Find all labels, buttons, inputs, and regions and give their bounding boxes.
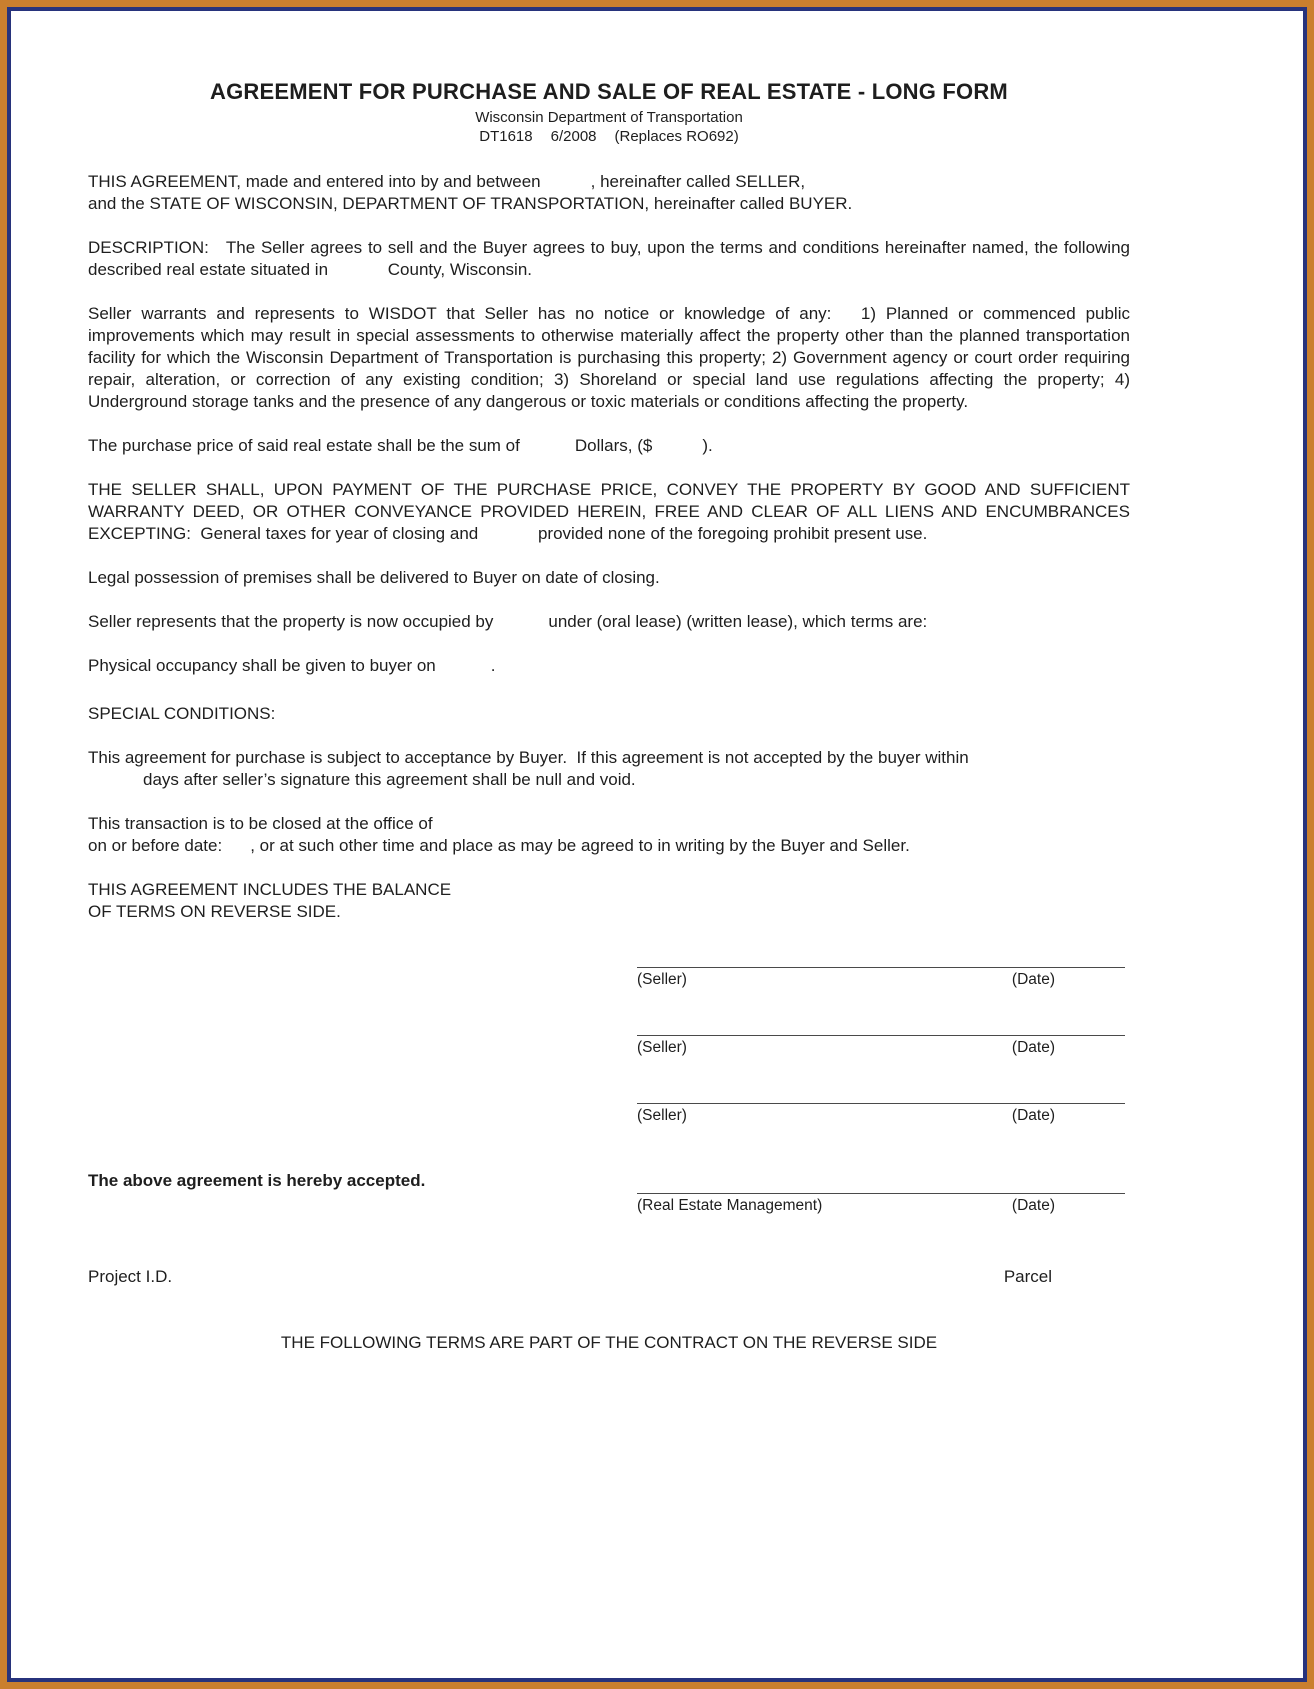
paragraph-warranties: [88, 303, 1130, 413]
blank-days: [88, 784, 143, 785]
paragraph-physical-occupancy: [88, 655, 1130, 677]
occupancy-text-a: Seller represents that the property is now occupied by: [88, 612, 494, 631]
form-number-line: [88, 128, 1130, 145]
date-label: (Date): [1011, 971, 1055, 988]
blank-dollars-words: [520, 450, 575, 451]
blank-occupant: [493, 626, 548, 627]
signature-block-seller-1: [637, 967, 1125, 989]
paragraph-acceptance: [88, 747, 1130, 791]
signature-labels: [637, 1197, 1125, 1215]
signature-block-real-estate-management: [637, 1193, 1125, 1215]
blank-excepting: [478, 538, 533, 539]
paragraph-description: [88, 237, 1130, 281]
warranties-text: Seller warrants and represents to WISDOT that Seller has no notice or knowledge of any: 1) Planned or commenced public improvements which may result in special assessments to otherwise materially affect the property other than the planned transportation facility for which the Wisconsin Department of Transportation is purchasing this property; 2) Government agency or court order requiring repair, alteration, or correction of any existing condition; 3) Shoreland or special land use regulations affecting the property; 4) Underground storage tanks and the presence of any dangerous or toxic materials or conditions affecting the property.: [88, 304, 1130, 411]
form-subtitle: Wisconsin Department of Transportation: [475, 109, 743, 126]
paragraph-conveyance: [88, 479, 1130, 545]
signature-line-seller-2: [637, 1035, 1125, 1036]
acceptance-text-b: days after seller’s signature this agreement shall be null and void.: [143, 770, 636, 789]
parcel-label: Parcel: [1003, 1267, 1052, 1286]
project-id-label: Project I.D.: [88, 1267, 173, 1286]
paragraph-occupancy: [88, 611, 1130, 633]
signature-block-seller-2: [637, 1035, 1125, 1057]
signature-line-real-estate-management: [637, 1193, 1125, 1194]
document-page: [7, 7, 1307, 1682]
signature-labels: [637, 1107, 1125, 1125]
date-label: (Date): [1011, 1039, 1055, 1056]
seller-label: (Seller): [637, 1107, 687, 1124]
blank-occupancy-date: [436, 670, 491, 671]
blank-seller-name: [541, 186, 591, 187]
seller-label: (Seller): [637, 1039, 687, 1056]
special-conditions-text: SPECIAL CONDITIONS:: [88, 704, 276, 723]
parties-text-b: , hereinafter called SELLER,: [590, 172, 806, 191]
paragraph-closing: [88, 813, 1130, 857]
acceptance-text-a: This agreement for purchase is subject to acceptance by Buyer. If this agreement is not accepted by the buyer within: [88, 748, 969, 767]
paragraph-balance-of-terms: [88, 879, 1130, 923]
form-date: 6/2008: [550, 128, 597, 145]
paragraph-special-conditions: [88, 703, 1130, 725]
blank-closing-date: [222, 850, 250, 851]
form-replaces: (Replaces RO692): [614, 128, 739, 145]
closing-text-a: This transaction is to be closed at the office of: [88, 814, 433, 833]
conveyance-text-a: THE SELLER SHALL, UPON PAYMENT OF THE PURCHASE PRICE, CONVEY THE PROPERTY BY GOOD AND SUFFICIENT WARRANTY DEED, OR OTHER CONVEYANCE PROVIDED HEREIN, FREE AND CLEAR OF ALL LIENS AND ENCUMBRANCES EXCEPTING: General taxes for year of closing and: [88, 480, 1130, 543]
signature-block-seller-3: [637, 1103, 1125, 1125]
acceptance-row: [88, 1171, 1130, 1215]
signature-labels: [637, 971, 1125, 989]
accepted-statement: The above agreement is hereby accepted.: [88, 1171, 426, 1190]
conveyance-text-b: provided none of the foregoing prohibit present use.: [537, 524, 928, 543]
balance-text-a: THIS AGREEMENT INCLUDES THE BALANCE: [88, 880, 452, 899]
price-text-c: ).: [702, 436, 713, 455]
physical-occupancy-text-b: .: [490, 656, 496, 675]
description-text-b: County, Wisconsin.: [387, 260, 533, 279]
paragraph-legal-possession: [88, 567, 1130, 589]
parties-text-a: THIS AGREEMENT, made and entered into by and between: [88, 172, 541, 191]
description-text-a: DESCRIPTION: The Seller agrees to sell and the Buyer agrees to buy, upon the terms and conditions hereinafter named, the following described real estate situated in: [88, 238, 1130, 279]
signature-area: [88, 967, 1130, 1215]
parties-text-c: and the STATE OF WISCONSIN, DEPARTMENT OF TRANSPORTATION, hereinafter called BUYER.: [88, 194, 853, 213]
date-label: (Date): [1011, 1197, 1055, 1214]
balance-text-b: OF TERMS ON REVERSE SIDE.: [88, 902, 341, 921]
form-number: DT1618: [479, 128, 533, 145]
closing-text-c: , or at such other time and place as may be agreed to in writing by the Buyer and Seller.: [250, 836, 910, 855]
seller-label: (Seller): [637, 971, 687, 988]
paragraph-purchase-price: [88, 435, 1130, 457]
blank-dollars-amount: [652, 450, 702, 451]
blank-county: [328, 274, 383, 275]
reverse-side-note: THE FOLLOWING TERMS ARE PART OF THE CONTRACT ON THE REVERSE SIDE: [280, 1333, 938, 1352]
paragraph-parties: [88, 171, 1130, 215]
date-label: (Date): [1011, 1107, 1055, 1124]
project-parcel-row: [88, 1267, 1130, 1287]
price-text-a: The purchase price of said real estate shall be the sum of: [88, 436, 520, 455]
signature-line-seller-1: [637, 967, 1125, 968]
signature-line-seller-3: [637, 1103, 1125, 1104]
legal-possession-text: Legal possession of premises shall be delivered to Buyer on date of closing.: [88, 568, 660, 587]
occupancy-text-b: under (oral lease) (written lease), which terms are:: [548, 612, 928, 631]
real-estate-management-label: (Real Estate Management): [637, 1197, 823, 1214]
closing-text-b: on or before date:: [88, 836, 223, 855]
physical-occupancy-text-a: Physical occupancy shall be given to buyer on: [88, 656, 436, 675]
seller-signature-column: [637, 967, 1125, 1125]
signature-labels: [637, 1039, 1125, 1057]
page-title: AGREEMENT FOR PURCHASE AND SALE OF REAL ESTATE - LONG FORM: [210, 79, 1008, 104]
price-text-b: Dollars, ($: [574, 436, 653, 455]
